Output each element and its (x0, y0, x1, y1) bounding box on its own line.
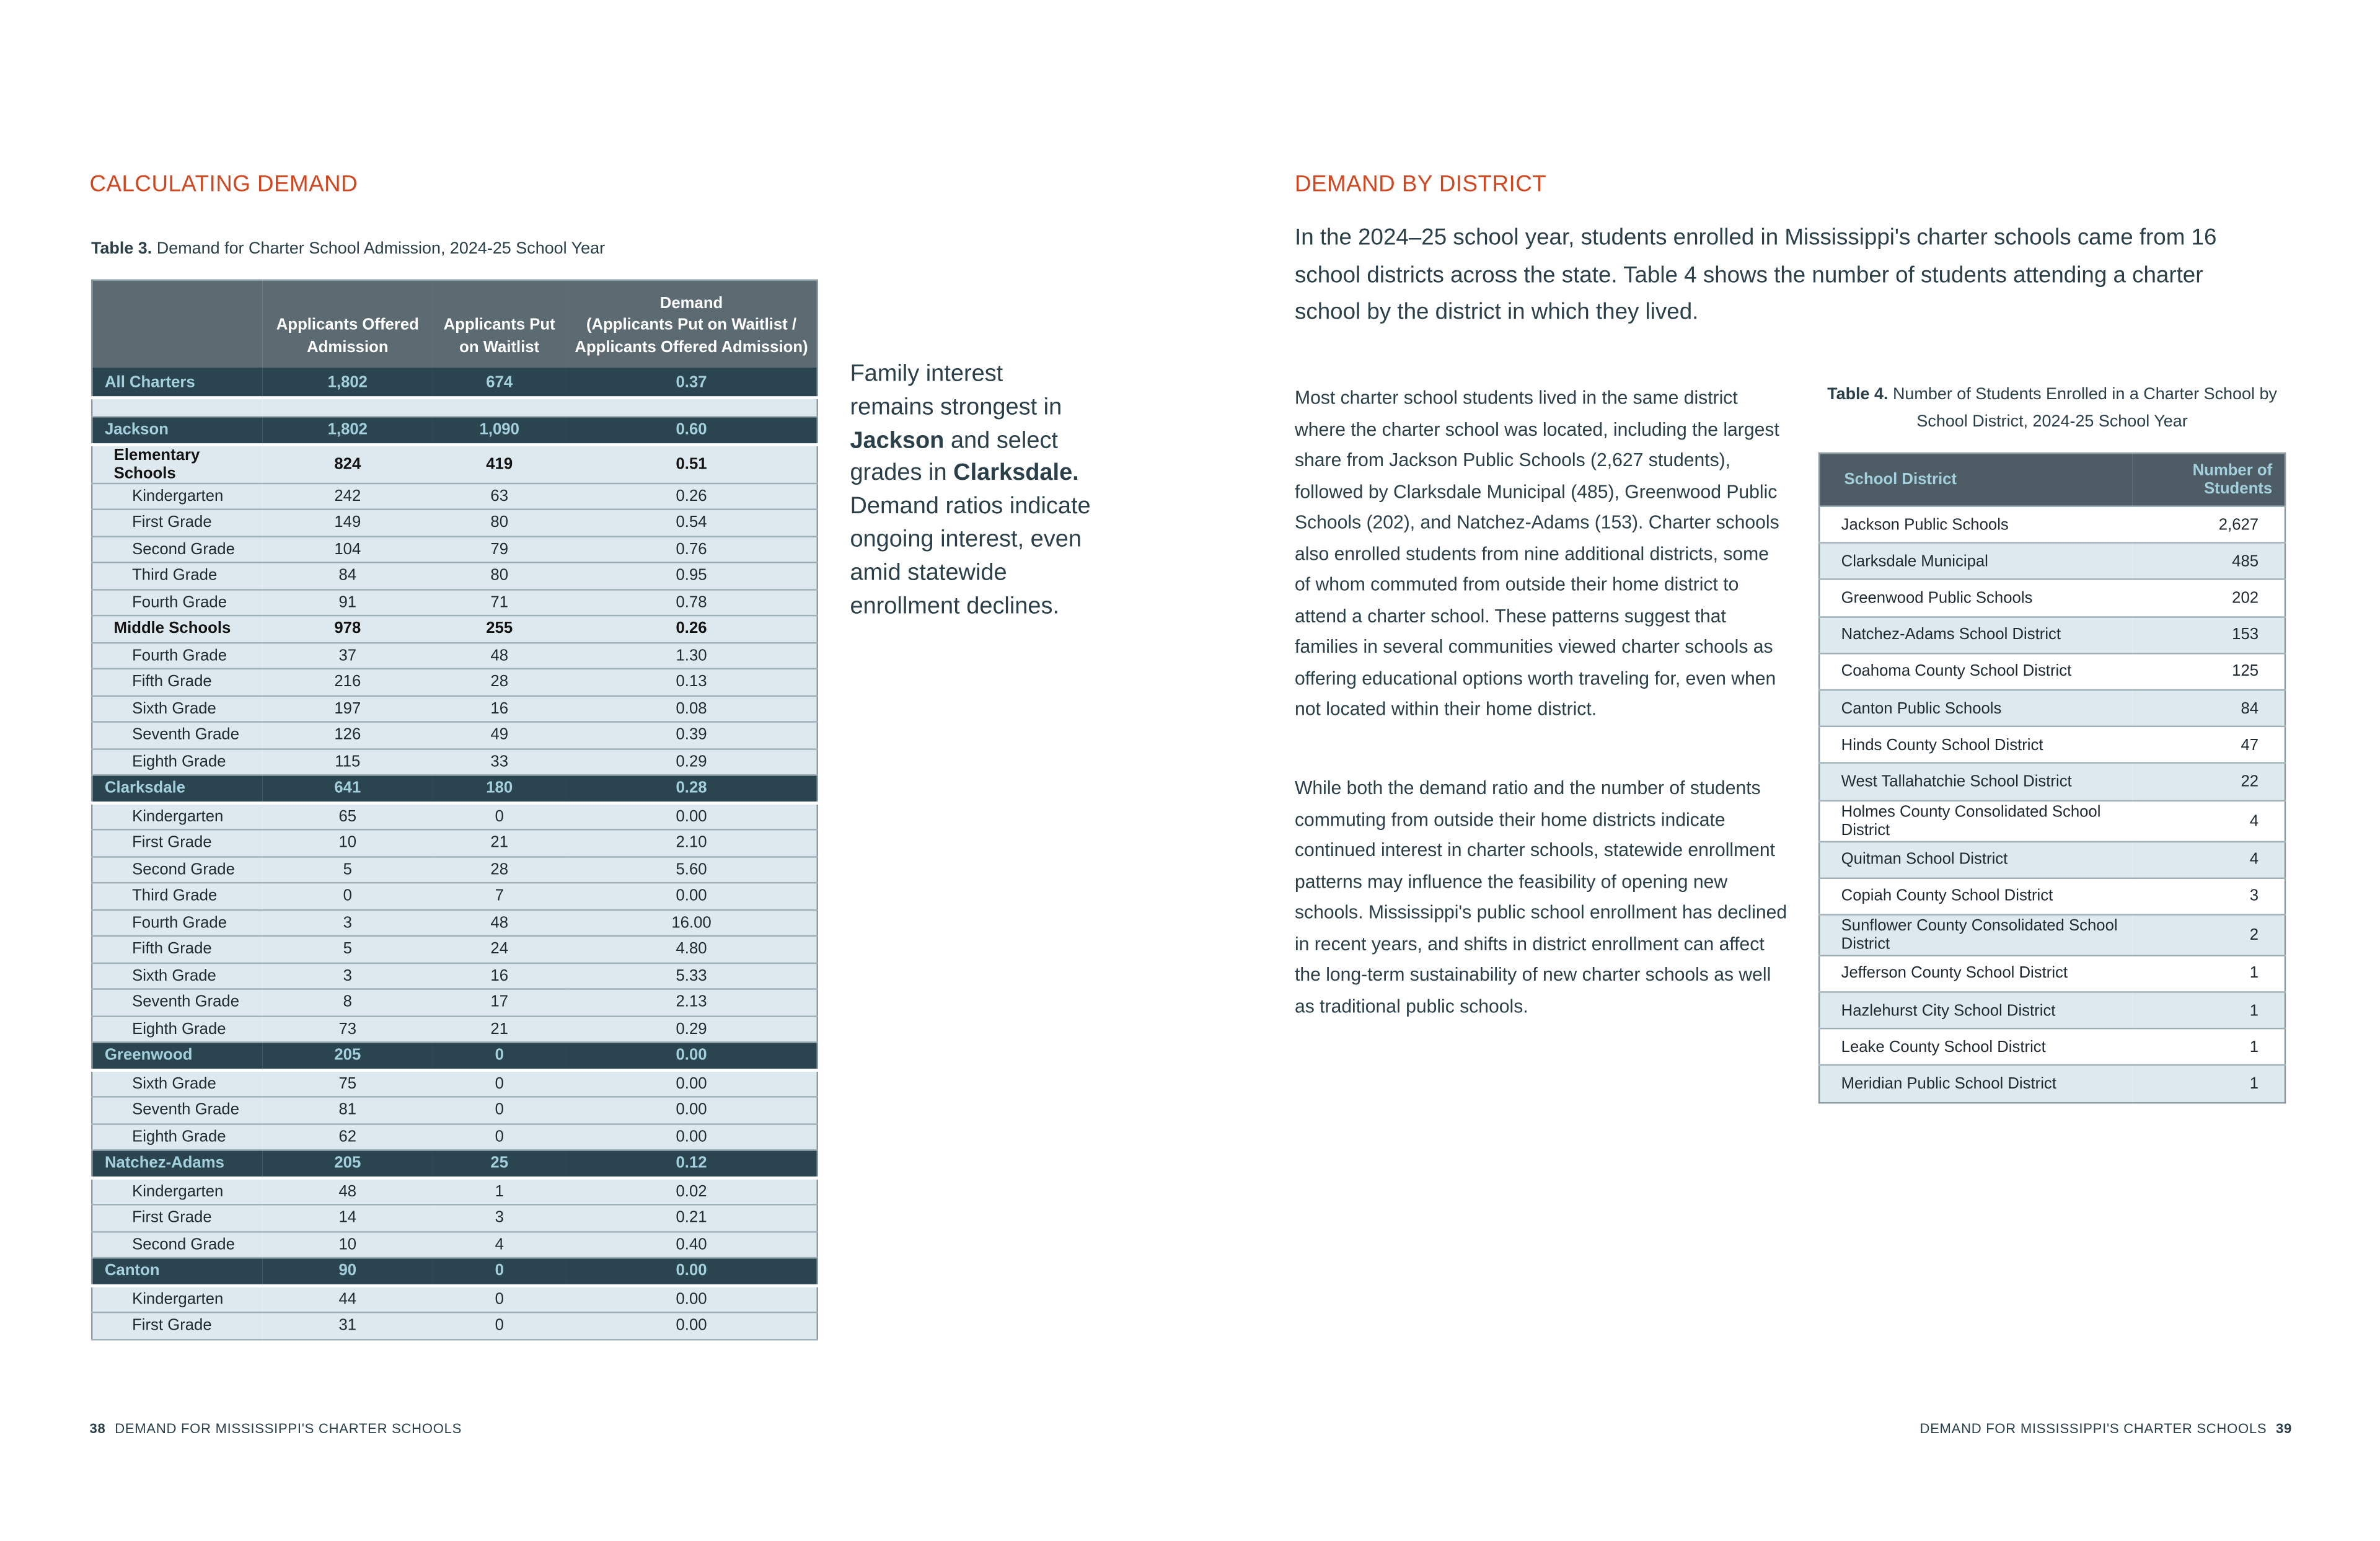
students-cell: 1 (2133, 955, 2285, 992)
table-row (92, 510, 818, 536)
row-label: Seventh Grade (92, 1097, 263, 1123)
students-cell: 1 (2133, 992, 2285, 1029)
district-cell: Quitman School District (1819, 841, 2133, 878)
footer-text: DEMAND FOR MISSISSIPPI'S CHARTER SCHOOLS (115, 1421, 462, 1436)
group-row (92, 1150, 818, 1177)
table-row (1819, 690, 2285, 726)
offered-cell: 10 (263, 1231, 433, 1258)
demand-cell: 0.00 (566, 1097, 817, 1123)
row-label: Sixth Grade (92, 963, 263, 989)
district-cell: Copiah County School District (1819, 878, 2133, 914)
district-cell: Greenwood Public Schools (1819, 580, 2133, 616)
waitlist-cell: 49 (433, 722, 566, 748)
table-row (1819, 800, 2285, 841)
offered-cell: 10 (263, 829, 433, 856)
row-label: Sixth Grade (92, 695, 263, 722)
row-label: Eighth Grade (92, 1123, 263, 1150)
waitlist-cell: 0 (433, 1123, 566, 1150)
table-row (92, 989, 818, 1016)
offered-cell: 48 (263, 1177, 433, 1204)
waitlist-cell: 0 (433, 1097, 566, 1123)
district-cell: Jackson Public Schools (1819, 506, 2133, 543)
waitlist-cell: 4 (433, 1231, 566, 1258)
row-label: All Charters (92, 368, 263, 398)
demand-cell: 0.95 (566, 562, 817, 589)
header-school-district: School District (1819, 453, 2133, 506)
table4-label: Table 4. (1827, 386, 1889, 404)
district-cell: Hinds County School District (1819, 726, 2133, 763)
offered-cell: 126 (263, 722, 433, 748)
group-row (92, 1258, 818, 1285)
table-row (1819, 506, 2285, 543)
waitlist-cell: 0 (433, 1312, 566, 1339)
demand-cell: 0.78 (566, 589, 817, 616)
row-label: Second Grade (92, 856, 263, 883)
table-row (1819, 543, 2285, 580)
district-cell: West Tallahatchie School District (1819, 763, 2133, 800)
waitlist-cell: 48 (433, 642, 566, 669)
demand-cell: 0.21 (566, 1204, 817, 1231)
table3-demand (91, 280, 818, 1340)
table-row (92, 722, 818, 748)
waitlist-cell: 0 (433, 1258, 566, 1285)
table-row (92, 1097, 818, 1123)
table-row (1819, 1029, 2285, 1066)
waitlist-cell: 419 (433, 444, 566, 482)
table3-caption (91, 240, 605, 258)
row-label: Sixth Grade (92, 1069, 263, 1097)
demand-cell: 0.29 (566, 1015, 817, 1042)
group-row (92, 368, 818, 398)
demand-cell: 5.60 (566, 856, 817, 883)
footer-text: DEMAND FOR MISSISSIPPI'S CHARTER SCHOOLS (1919, 1421, 2267, 1436)
demand-cell: 0.40 (566, 1231, 817, 1258)
page-number: 39 (2275, 1421, 2292, 1436)
district-cell: Hazlehurst City School District (1819, 992, 2133, 1029)
table-row (92, 883, 818, 909)
waitlist-cell: 1 (433, 1177, 566, 1204)
waitlist-cell: 21 (433, 1015, 566, 1042)
row-label: First Grade (92, 510, 263, 536)
students-cell: 202 (2133, 580, 2285, 616)
waitlist-cell: 80 (433, 562, 566, 589)
demand-cell: 0.00 (566, 1123, 817, 1150)
row-label: Kindergarten (92, 802, 263, 829)
demand-cell: 0.00 (566, 802, 817, 829)
offered-cell: 84 (263, 562, 433, 589)
waitlist-cell: 1,090 (433, 417, 566, 444)
offered-cell: 5 (263, 856, 433, 883)
row-label: Second Grade (92, 1231, 263, 1258)
intro-paragraph: In the 2024–25 school year, students enrolled in Mississippi's charter schools came from 16 school districts across the state. Table 4 shows the number of students attending a charter school by the district in which they lived. (1294, 224, 2217, 325)
table-row (92, 1204, 818, 1231)
offered-cell: 65 (263, 802, 433, 829)
demand-cell: 0.26 (566, 616, 817, 642)
offered-cell: 205 (263, 1042, 433, 1069)
row-label: Seventh Grade (92, 989, 263, 1016)
district-cell: Coahoma County School District (1819, 653, 2133, 690)
offered-cell: 81 (263, 1097, 433, 1123)
students-cell: 153 (2133, 616, 2285, 653)
row-label: First Grade (92, 1312, 263, 1339)
row-label: Eighth Grade (92, 1015, 263, 1042)
row-label: Fourth Grade (92, 909, 263, 936)
demand-cell: 16.00 (566, 909, 817, 936)
row-label: Fifth Grade (92, 936, 263, 963)
table-row (92, 909, 818, 936)
header-waitlist: Applicants Put on Waitlist (433, 280, 566, 368)
waitlist-cell: 28 (433, 856, 566, 883)
body-paragraph-2: While both the demand ratio and the number of students commuting from outside their home districts indicate continued interest in charter schools, statewide enrollment patterns may influence the feasibility of opening new schools. Mississippi's public school enrollment has declined in recent years, and shifts in district enrollment can affect the long-term sustainability of new charter schools as well as traditional public schools. (1294, 777, 1787, 1017)
row-label: Canton (92, 1258, 263, 1285)
table-row (1819, 653, 2285, 690)
waitlist-cell: 0 (433, 1069, 566, 1097)
demand-cell: 0.51 (566, 444, 817, 482)
waitlist-cell: 0 (433, 1042, 566, 1069)
row-label: Fourth Grade (92, 642, 263, 669)
district-cell: Natchez-Adams School District (1819, 616, 2133, 653)
page-number: 38 (89, 1421, 106, 1436)
table-row (92, 669, 818, 695)
students-cell: 4 (2133, 841, 2285, 878)
students-cell: 1 (2133, 1066, 2285, 1102)
offered-cell: 115 (263, 748, 433, 775)
table-row (1819, 580, 2285, 616)
pull-quote: Family interest remains strongest in Jackson and select grades in Clarksdale. Demand ratios indicate ongoing interest, even amid statewide enrollment declines. (850, 361, 1091, 619)
offered-cell: 1,802 (263, 417, 433, 444)
group-row (92, 1042, 818, 1069)
table-row (1819, 616, 2285, 653)
offered-cell: 216 (263, 669, 433, 695)
offered-cell: 75 (263, 1069, 433, 1097)
table-row (92, 1312, 818, 1339)
offered-cell: 641 (263, 775, 433, 802)
table-row (1819, 878, 2285, 914)
waitlist-cell: 0 (433, 802, 566, 829)
offered-cell: 3 (263, 963, 433, 989)
offered-cell: 3 (263, 909, 433, 936)
demand-cell: 0.00 (566, 1042, 817, 1069)
table3-caption-text: Demand for Charter School Admission, 2024-25 School Year (156, 239, 606, 258)
subgroup-row (92, 616, 818, 642)
table4-caption (1809, 381, 2295, 436)
table-row (92, 936, 818, 963)
row-label: Fifth Grade (92, 669, 263, 695)
table-row (92, 1231, 818, 1258)
waitlist-cell: 16 (433, 695, 566, 722)
waitlist-cell: 25 (433, 1150, 566, 1177)
offered-cell: 1,802 (263, 368, 433, 398)
offered-cell: 205 (263, 1150, 433, 1177)
waitlist-cell: 3 (433, 1204, 566, 1231)
spacer-row (92, 398, 818, 417)
table4-caption-text: Number of Students Enrolled in a Charter School by School District, 2024-25 School Year (1892, 386, 2277, 431)
offered-cell: 104 (263, 536, 433, 562)
students-cell: 125 (2133, 653, 2285, 690)
header-number-of-students: Number of Students (2133, 453, 2285, 506)
waitlist-cell: 17 (433, 989, 566, 1016)
offered-cell (263, 398, 433, 417)
demand-cell: 4.80 (566, 936, 817, 963)
offered-cell: 824 (263, 444, 433, 482)
table-row (92, 1069, 818, 1097)
waitlist-cell (433, 398, 566, 417)
row-label: Second Grade (92, 536, 263, 562)
demand-cell: 0.37 (566, 368, 817, 398)
offered-cell: 197 (263, 695, 433, 722)
offered-cell: 37 (263, 642, 433, 669)
students-cell: 2,627 (2133, 506, 2285, 543)
table-row (92, 802, 818, 829)
demand-cell: 0.00 (566, 1069, 817, 1097)
group-row (92, 417, 818, 444)
waitlist-cell: 48 (433, 909, 566, 936)
district-cell: Clarksdale Municipal (1819, 543, 2133, 580)
students-cell: 2 (2133, 914, 2285, 955)
waitlist-cell: 255 (433, 616, 566, 642)
demand-cell: 0.28 (566, 775, 817, 802)
district-cell: Jefferson County School District (1819, 955, 2133, 992)
table-row (92, 1177, 818, 1204)
demand-cell: 0.00 (566, 1312, 817, 1339)
table-row (92, 1285, 818, 1312)
table-row (1819, 955, 2285, 992)
row-label: Kindergarten (92, 1285, 263, 1312)
table-row (1819, 726, 2285, 763)
table-row (92, 1015, 818, 1042)
students-cell: 47 (2133, 726, 2285, 763)
table4-enrollment (1818, 453, 2286, 1103)
demand-cell: 0.12 (566, 1150, 817, 1177)
offered-cell: 73 (263, 1015, 433, 1042)
demand-cell: 0.02 (566, 1177, 817, 1204)
demand-cell (566, 398, 817, 417)
table-row (92, 642, 818, 669)
table-row (92, 748, 818, 775)
offered-cell: 62 (263, 1123, 433, 1150)
offered-cell: 242 (263, 483, 433, 510)
table-row (92, 562, 818, 589)
row-label: Third Grade (92, 883, 263, 909)
group-row (92, 775, 818, 802)
waitlist-cell: 7 (433, 883, 566, 909)
table-row (1819, 1066, 2285, 1102)
district-cell: Sunflower County Consolidated School District (1819, 914, 2133, 955)
table-row (92, 963, 818, 989)
row-label: Clarksdale (92, 775, 263, 802)
waitlist-cell: 0 (433, 1285, 566, 1312)
offered-cell: 149 (263, 510, 433, 536)
row-label: First Grade (92, 1204, 263, 1231)
table-row (92, 695, 818, 722)
row-label: Greenwood (92, 1042, 263, 1069)
row-label: Jackson (92, 417, 263, 444)
header-demand (566, 280, 817, 368)
row-label (92, 398, 263, 417)
offered-cell: 91 (263, 589, 433, 616)
students-cell: 3 (2133, 878, 2285, 914)
students-cell: 84 (2133, 690, 2285, 726)
demand-cell: 0.00 (566, 883, 817, 909)
demand-cell: 0.54 (566, 510, 817, 536)
students-cell: 22 (2133, 763, 2285, 800)
waitlist-cell: 33 (433, 748, 566, 775)
header-demand-title: Demand (659, 293, 723, 312)
waitlist-cell: 63 (433, 483, 566, 510)
demand-cell: 2.10 (566, 829, 817, 856)
offered-cell: 8 (263, 989, 433, 1016)
header-demand-sub: (Applicants Put on Waitlist / Applicants Offered Admission) (575, 316, 808, 356)
waitlist-cell: 71 (433, 589, 566, 616)
waitlist-cell: 16 (433, 963, 566, 989)
district-cell: Leake County School District (1819, 1029, 2133, 1066)
table-row (92, 536, 818, 562)
demand-cell: 0.39 (566, 722, 817, 748)
footer-left (89, 1421, 462, 1436)
table-row (92, 1123, 818, 1150)
offered-cell: 90 (263, 1258, 433, 1285)
table-row (92, 829, 818, 856)
header-blank (92, 280, 263, 368)
demand-cell: 0.08 (566, 695, 817, 722)
district-cell: Holmes County Consolidated School District (1819, 800, 2133, 841)
row-label: Kindergarten (92, 1177, 263, 1204)
demand-cell: 0.29 (566, 748, 817, 775)
offered-cell: 5 (263, 936, 433, 963)
offered-cell: 978 (263, 616, 433, 642)
row-label: Natchez-Adams (92, 1150, 263, 1177)
row-label: Third Grade (92, 562, 263, 589)
demand-cell: 0.76 (566, 536, 817, 562)
students-cell: 4 (2133, 800, 2285, 841)
table-row (1819, 992, 2285, 1029)
waitlist-cell: 180 (433, 775, 566, 802)
footer-right (1919, 1421, 2292, 1436)
waitlist-cell: 24 (433, 936, 566, 963)
demand-cell: 1.30 (566, 642, 817, 669)
offered-cell: 44 (263, 1285, 433, 1312)
waitlist-cell: 674 (433, 368, 566, 398)
row-label: First Grade (92, 829, 263, 856)
waitlist-cell: 28 (433, 669, 566, 695)
table-row (92, 589, 818, 616)
table-row (1819, 841, 2285, 878)
district-cell: Meridian Public School District (1819, 1066, 2133, 1102)
subgroup-row (92, 444, 818, 482)
header-offered: Applicants Offered Admission (263, 280, 433, 368)
demand-cell: 0.60 (566, 417, 817, 444)
demand-cell: 5.33 (566, 963, 817, 989)
table-row (92, 483, 818, 510)
waitlist-cell: 80 (433, 510, 566, 536)
offered-cell: 31 (263, 1312, 433, 1339)
students-cell: 485 (2133, 543, 2285, 580)
table-row (1819, 763, 2285, 800)
demand-cell: 0.26 (566, 483, 817, 510)
waitlist-cell: 79 (433, 536, 566, 562)
demand-cell: 0.13 (566, 669, 817, 695)
section-title-demand-by-district: DEMAND BY DISTRICT (1294, 171, 1547, 198)
table3-label: Table 3. (90, 239, 152, 258)
demand-cell: 0.00 (566, 1258, 817, 1285)
demand-cell: 2.13 (566, 989, 817, 1016)
demand-cell: 0.00 (566, 1285, 817, 1312)
district-cell: Canton Public Schools (1819, 690, 2133, 726)
table-row (92, 856, 818, 883)
table-row (1819, 914, 2285, 955)
row-label: Eighth Grade (92, 748, 263, 775)
body-paragraph-1: Most charter school students lived in the same district where the charter school was located, including the largest share from Jackson Public Schools (2,627 students), followed by Clarksdale Municipal (485), Greenwood Public Schools (202), and Natchez-Adams (153). Charter schools also enrolled students from nine additional districts, some of whom commuted from outside their home district to attend a charter school. These patterns suggest that families in several communities viewed charter schools as offering educational options worth traveling for, even when not located within their home district. (1294, 387, 1779, 720)
students-cell: 1 (2133, 1029, 2285, 1066)
offered-cell: 14 (263, 1204, 433, 1231)
row-label: Fourth Grade (92, 589, 263, 616)
row-label: Kindergarten (92, 483, 263, 510)
row-label: Elementary Schools (92, 444, 263, 482)
section-title-calculating-demand: CALCULATING DEMAND (89, 171, 358, 198)
row-label: Middle Schools (92, 616, 263, 642)
offered-cell: 0 (263, 883, 433, 909)
waitlist-cell: 21 (433, 829, 566, 856)
row-label: Seventh Grade (92, 722, 263, 748)
